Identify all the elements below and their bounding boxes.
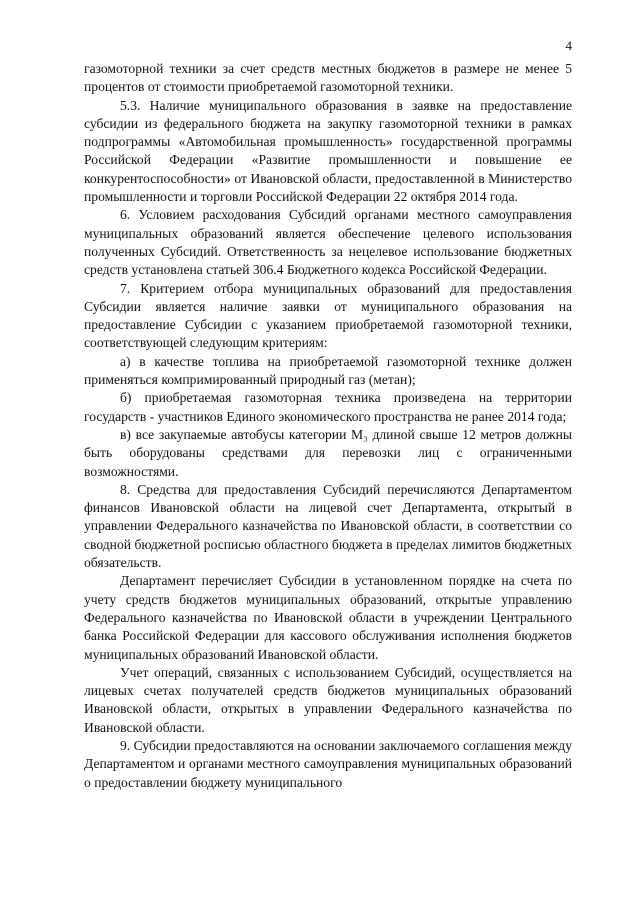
paragraph-9: 9. Субсидии предоставляются на основании заключаемого соглашения между Департаментом и органами местного самоуправления муниципальных образований о предоставлении бюджету муниципального [84,737,572,790]
criterion-a: а) в качестве топлива на приобретаемой газомоторной технике должен применяться компримированный природный газ (метан); [84,353,572,388]
paragraph-7: 7. Критерием отбора муниципальных образований для предоставления Субсидии является наличие заявки от муниципального образования на предоставление Субсидии с указанием приобретаемой газомоторной техники, соответствующей следующим критериям: [84,280,572,351]
paragraph-5-3: 5.3. Наличие муниципального образования в заявке на предоставление субсидии из федерального бюджета на закупку газомоторной техники в рамках подпрограммы «Автомобильная промышленность» государственной программы Российской Федерации «Развитие промышленности и повышение ее конкурентоспособности» от Ивановской области, предоставленной в Министерство промышленности и торговли Российской Федерации 22 октября 2014 года. [84,97,572,205]
page-number: 4 [565,38,572,53]
document-body [84,60,572,792]
paragraph-continuation: газомоторной техники за счет средств местных бюджетов в размере не менее 5 процентов от стоимости приобретаемой газомоторной техники. [84,61,572,95]
paragraph-8-transfer: Департамент перечисляет Субсидии в установленном порядке на счета по учету средств бюджетов муниципальных образований, открытые управлению Федерального казначейства по Ивановской области в учреждении Центрального банка Российской Федерации для кассового обслуживания исполнения бюджетов муниципальных образований Ивановской области. [84,573,572,662]
paragraph-8-accounting: Учет операций, связанных с использованием Субсидий, осуществляется на лицевых счетах получателей средств бюджетов муниципальных образований Ивановской области, открытых в управлении Федерального казначейства по Ивановской области. [84,664,572,735]
paragraph-6: 6. Условием расходования Субсидий органами местного самоуправления муниципальных образований является обеспечение целевого использования полученных Субсидий. Ответственность за нецелевое использование бюджетных средств установлена статьей 306.4 Бюджетного кодекса Российской Федерации. [84,207,572,278]
criterion-c: в) все закупаемые автобусы категории М₃ длиной свыше 12 метров должны быть оборудованы средствами для перевозки лиц с ограниченными возможностями. [84,426,572,479]
criterion-b: б) приобретаемая газомоторная техника произведена на территории государств - участников Единого экономического пространства не ранее 2014 года; [84,390,572,424]
paragraph-8: 8. Средства для предоставления Субсидий перечисляются Департаментом финансов Ивановской области на лицевой счет Департамента, открытый в управлении Федерального казначейства по Ивановской области, в соответствии со сводной бюджетной росписью областного бюджета в пределах лимитов бюджетных обязательств. [84,481,572,571]
